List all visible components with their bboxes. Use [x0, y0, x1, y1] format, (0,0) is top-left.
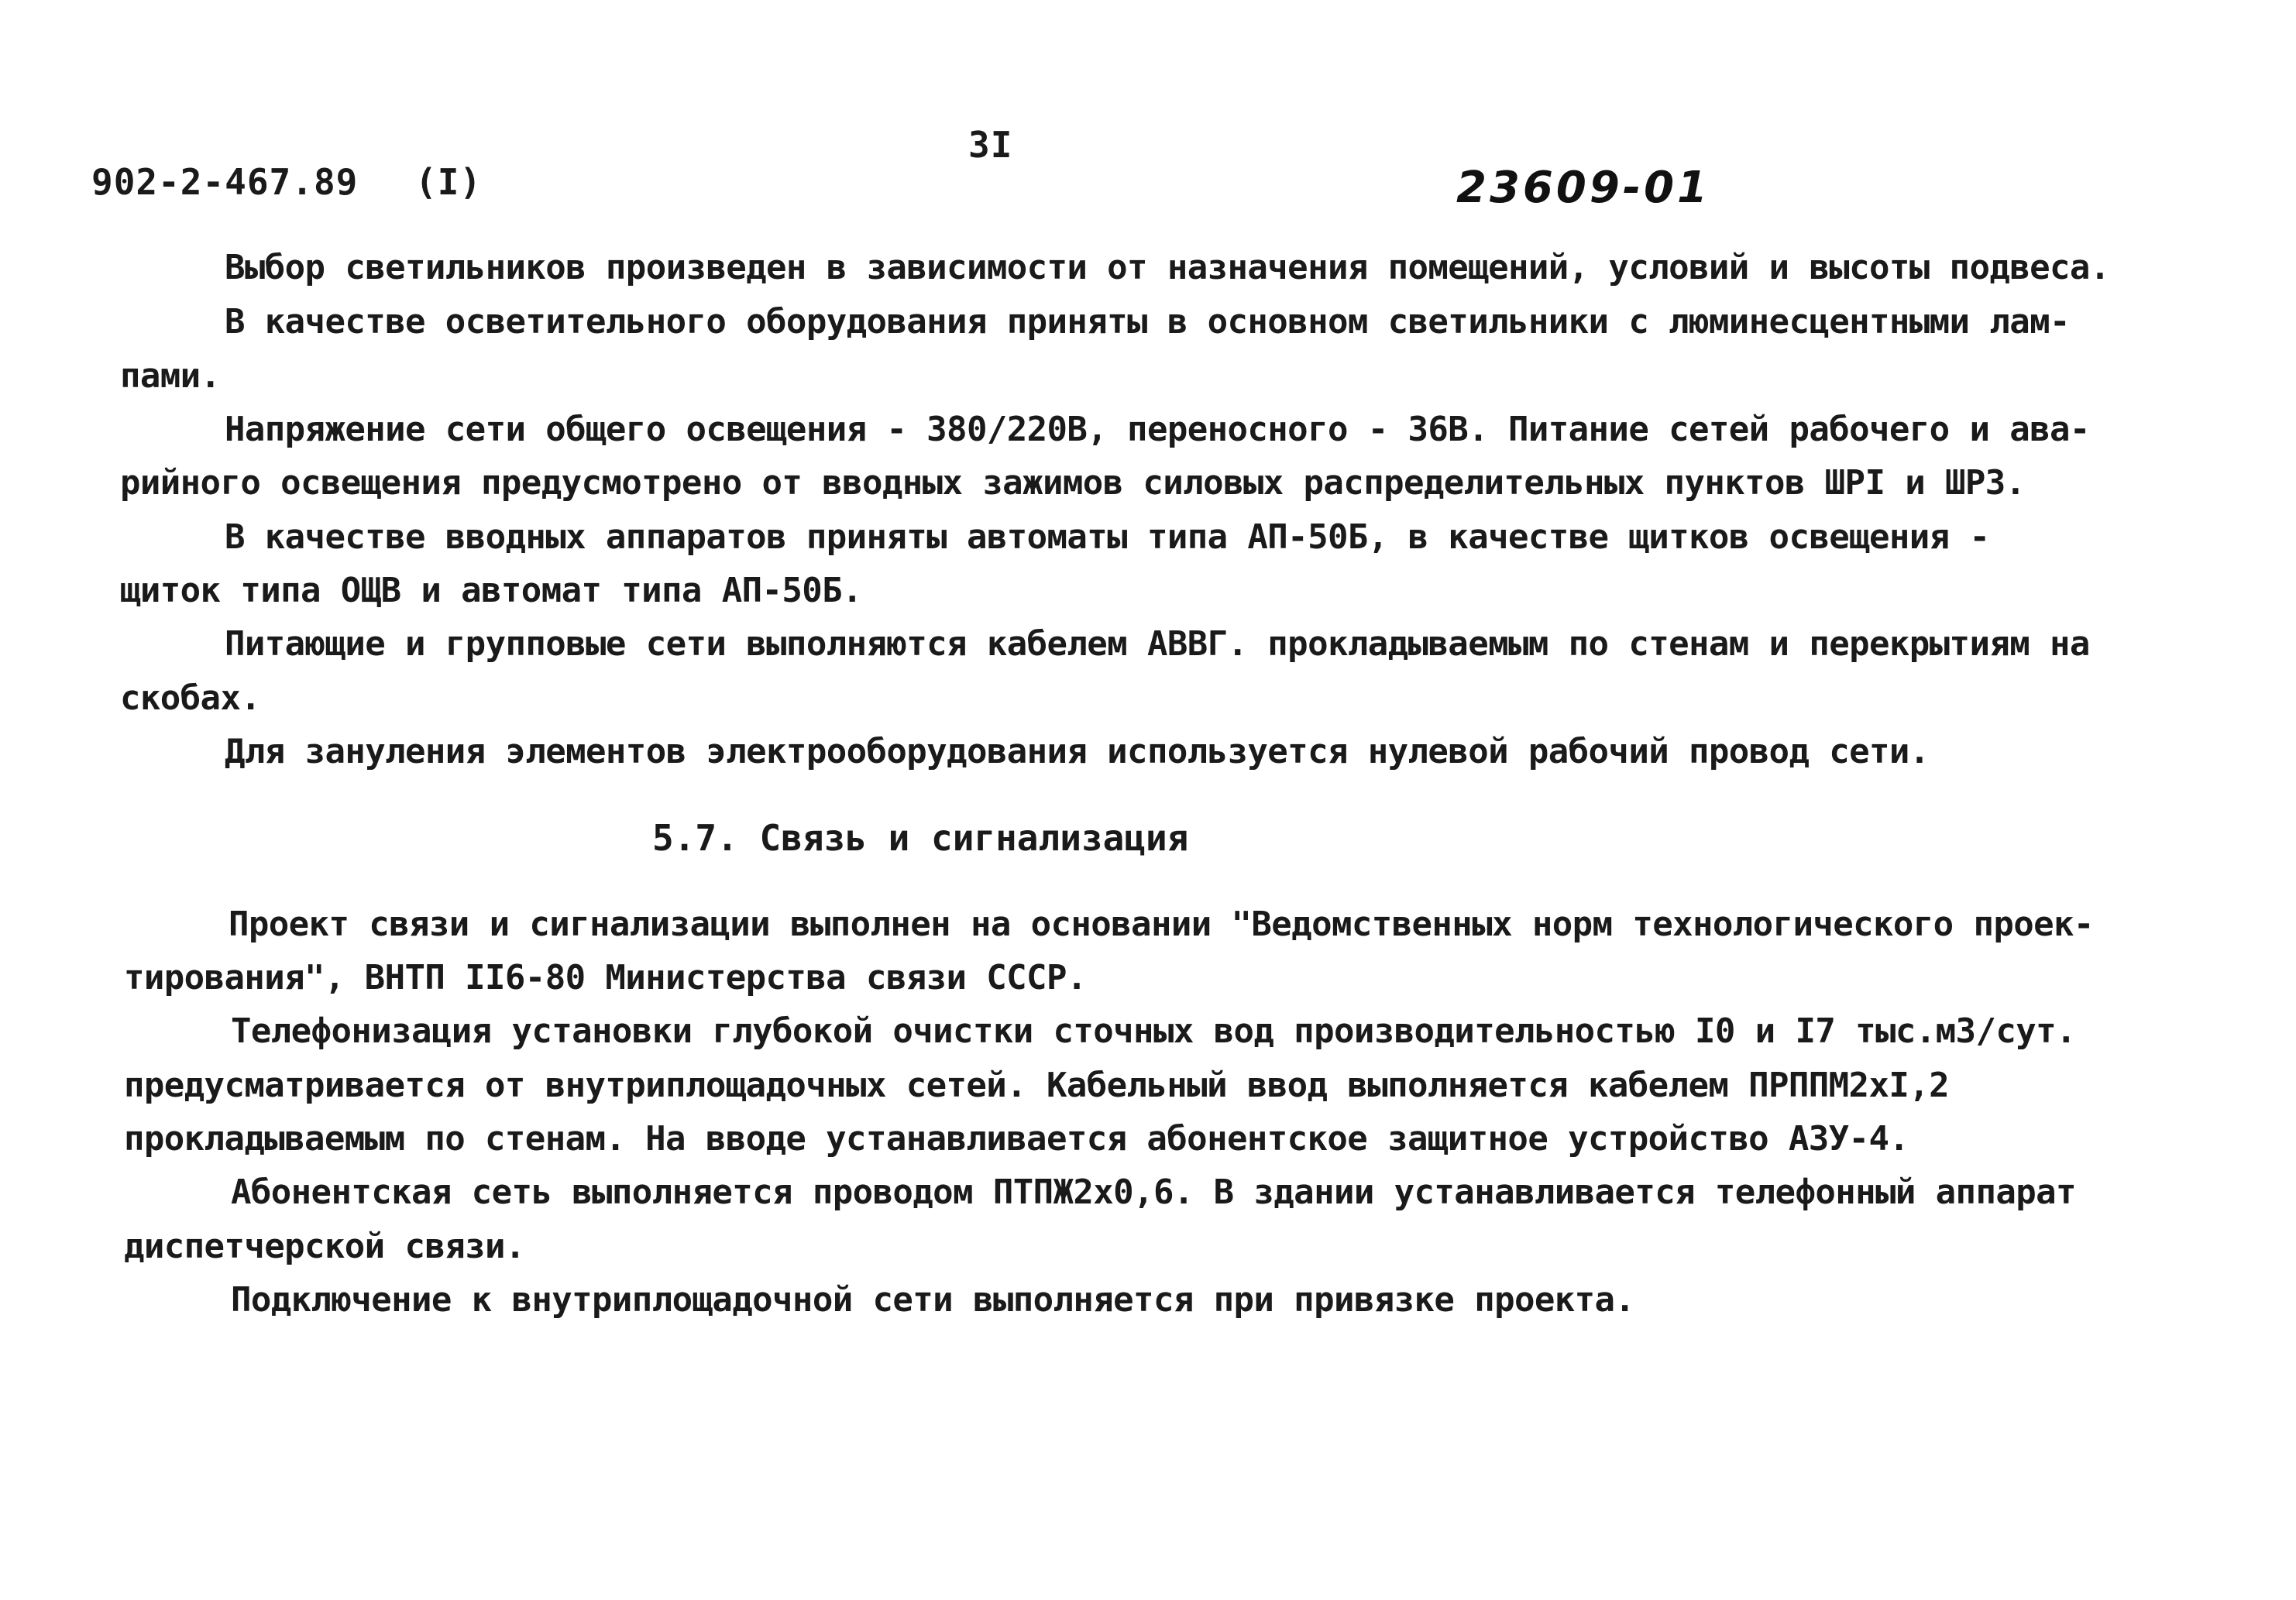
section-title: 5.7. Связь и сигнализация — [652, 817, 1189, 859]
paragraph-line: Абонентская сеть выполняется проводом ПТПЖ2х0,6. В здании устанавливается телефонный аппарат — [231, 1173, 2076, 1212]
paragraph-line: Напряжение сети общего освещения - 380/220В, переносного - 36В. Питание сетей рабочего и ава- — [225, 410, 2090, 449]
paragraph-line: Выбор светильников произведен в зависимости от назначения помещений, условий и высоты подвеса. — [225, 248, 2110, 287]
paragraph-line: щиток типа ОЩВ и автомат типа АП-50Б. — [120, 571, 862, 610]
sheet-mark: (I) — [415, 161, 483, 203]
paragraph-line: прокладываемым по стенам. На вводе устанавливается абонентское защитное устройство АЗУ-4. — [124, 1119, 1909, 1159]
paragraph-line: предусматривается от внутриплощадочных сетей. Кабельный ввод выполняется кабелем ПРППМ2хI,2 — [124, 1066, 1950, 1105]
paragraph-line: Питающие и групповые сети выполняются кабелем АВВГ. прокладываемым по стенам и перекрытиям на — [225, 624, 2090, 664]
paragraph-line: Подключение к внутриплощадочной сети выполняется при привязке проекта. — [231, 1280, 1635, 1320]
paragraph-line: тирования", ВНТП II6-80 Министерства связи СССР. — [124, 958, 1087, 997]
paragraph-line: рийного освещения предусмотрено от вводных зажимов силовых распределительных пунктов ШРI и ШР3. — [120, 463, 2026, 503]
paragraph-line: Проект связи и сигнализации выполнен на основании "Ведомственных норм технологического проек- — [229, 905, 2094, 944]
handwritten-archive-code: 23609-01 — [1456, 163, 1710, 213]
paragraph-line: пами. — [120, 356, 221, 396]
paragraph-line: В качестве осветительного оборудования приняты в основном светильники с люминесцентными лам- — [225, 302, 2070, 342]
page-number: 3I — [968, 124, 1013, 166]
paragraph-line: Телефонизация установки глубокой очистки сточных вод производительностью I0 и I7 тыс.м3/сут. — [231, 1011, 2076, 1051]
paragraph-line: В качестве вводных аппаратов приняты автоматы типа АП-50Б, в качестве щитков освещения - — [225, 517, 1990, 557]
paragraph-line: скобах. — [120, 678, 261, 718]
paragraph-line: диспетчерской связи. — [124, 1227, 525, 1266]
paragraph-line: Для зануления элементов электрооборудования используется нулевой рабочий провод сети. — [225, 732, 1930, 771]
document-code: 902-2-467.89 — [91, 161, 359, 203]
